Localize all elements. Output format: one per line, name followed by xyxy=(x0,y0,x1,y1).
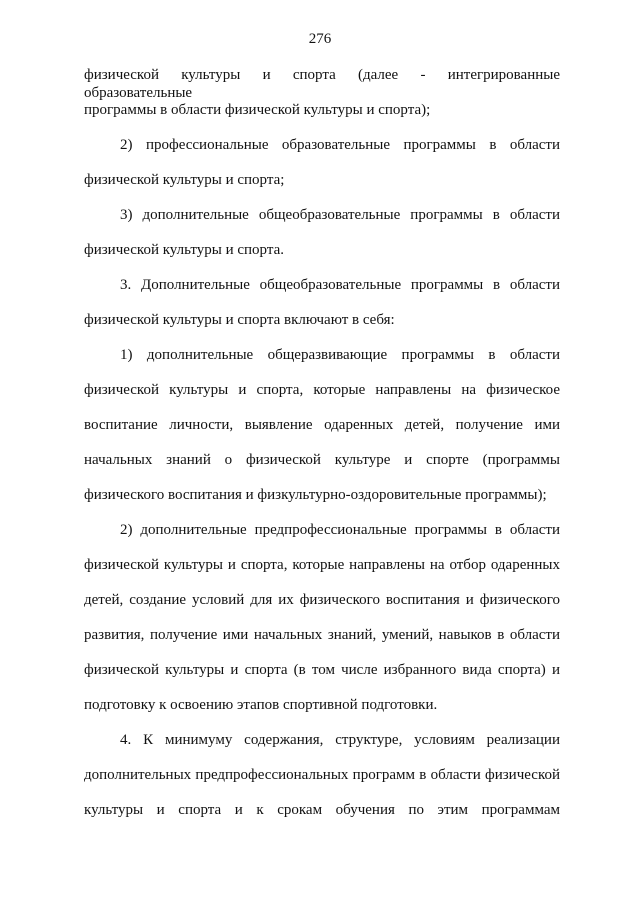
text-line: физической культуры и спорта (в том числе избранного вида спорта) и xyxy=(84,662,560,678)
page-number: 276 xyxy=(308,31,332,47)
text-line: развития, получение ими начальных знаний, умений, навыков в области xyxy=(84,627,560,643)
text-line: детей, создание условий для их физического воспитания и физического xyxy=(84,592,560,608)
text-line: воспитание личности, выявление одаренных детей, получение ими xyxy=(84,417,560,433)
text-line: программы в области физической культуры и спорта); xyxy=(84,102,431,118)
text-line: культуры и спорта и к срокам обучения по этим программам xyxy=(84,802,560,818)
text-line: физической культуры и спорта, которые направлены на отбор одаренных xyxy=(84,557,560,573)
text-line: подготовку к освоению этапов спортивной подготовки. xyxy=(84,697,438,713)
text-line: дополнительных предпрофессиональных программ в области физической xyxy=(84,767,560,783)
text-line: физической культуры и спорта (далее - интегрированные образовательные xyxy=(84,67,560,101)
text-line: 1) дополнительные общеразвивающие программы в области xyxy=(120,347,560,363)
text-line: 4. К минимуму содержания, структуре, условиям реализации xyxy=(120,732,560,748)
text-line: физической культуры и спорта. xyxy=(84,242,285,258)
text-line: физической культуры и спорта включают в себя: xyxy=(84,312,395,328)
text-line: 2) профессиональные образовательные программы в области xyxy=(120,137,560,153)
text-line: 2) дополнительные предпрофессиональные программы в области xyxy=(120,522,560,538)
text-line: физического воспитания и физкультурно-оздоровительные программы); xyxy=(84,487,547,503)
text-line: физической культуры и спорта; xyxy=(84,172,285,188)
text-line: 3. Дополнительные общеобразовательные программы в области xyxy=(120,277,560,293)
text-line: начальных знаний о физической культуре и спорте (программы xyxy=(84,452,560,468)
text-line: физической культуры и спорта, которые направлены на физическое xyxy=(84,382,560,398)
text-line: 3) дополнительные общеобразовательные программы в области xyxy=(120,207,560,223)
